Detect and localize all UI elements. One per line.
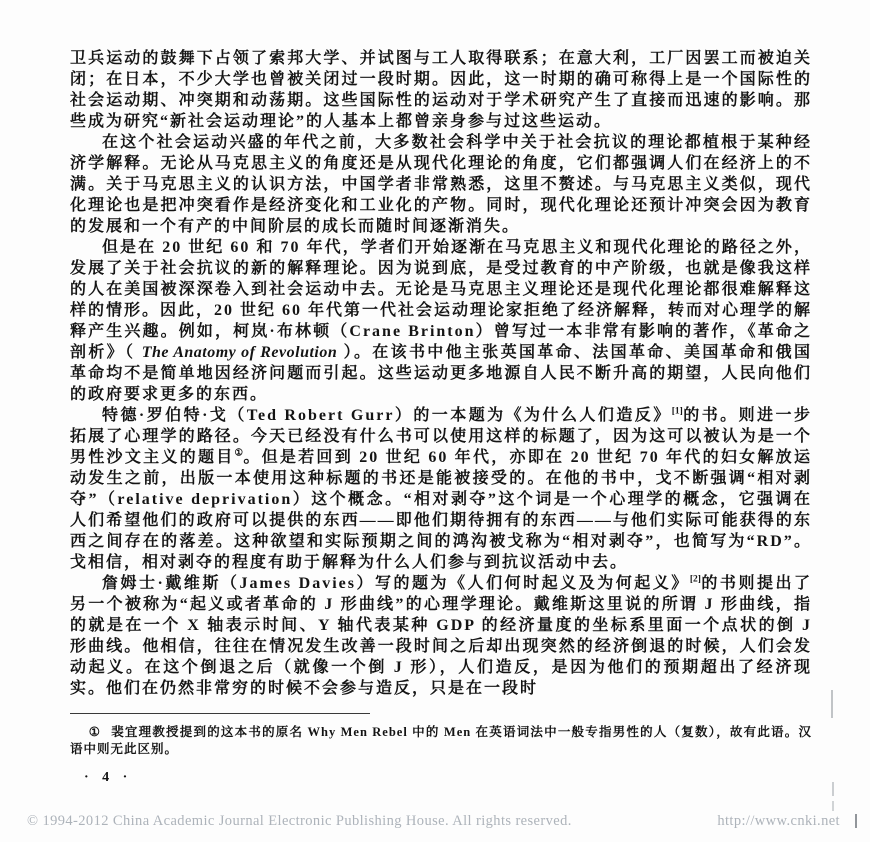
reference-superscript: ① (234, 448, 244, 459)
scan-artifact-mark (831, 690, 833, 718)
text-run: 的书则提出了另一个被称为“起义或者革命的 J 形曲线”的心理学理论。戴维斯这里说的所谓 J 形曲线，指的就是在一个 X 轴表示时间、Y 轴代表某种 GDP 的经济量度的坐标系里面一个点状的倒 J 形曲线。他相信，往往在情况发生改善一段时间之后却出现突然的经济倒退的时候，人们会发动起义。在这个倒退之后（就像一个倒 J 形），人们造反，是因为他们的预期超出了经济现实。他们在仍然非常穷的时候不会参与造反，只是在一段时 (70, 575, 812, 697)
body-paragraph (70, 48, 812, 132)
text-run: 在这个社会运动兴盛的年代之前，大多数社会科学中关于社会抗议的理论都植根于某种经济学解释。无论从马克思主义的角度还是从现代化理论的角度，它们都强调人们在经济上的不满。关于马克思主义的认识方法，中国学者非常熟悉，这里不赘述。与马克思主义类似，现代化理论也是把冲突看作是经济变化和工业化的产物。同时，现代化理论还预计冲突会因为教育的发展和一个有产的中间阶层的成长而随时间逐渐消失。 (70, 134, 812, 235)
body-paragraph (70, 573, 812, 699)
copyright-text: © 1994-2012 China Academic Journal Electronic Publishing House. All rights reserved. (27, 813, 572, 829)
text-run: 特德·罗伯特·戈（Ted Robert Gurr）的一本题为《为什么人们造反》 (102, 407, 672, 424)
body-paragraph (70, 237, 812, 405)
body-paragraph (70, 132, 812, 237)
scan-artifact-mark (855, 814, 857, 828)
reference-superscript: [1] (671, 406, 683, 417)
scan-artifact-mark (832, 801, 834, 811)
text-run: 詹姆士·戴维斯（James Davies）写的题为《人们何时起义及为何起义》 (102, 575, 690, 592)
footnote-separator (70, 713, 370, 714)
footnote (70, 724, 812, 758)
footer-bar (27, 813, 840, 830)
text-run: The Anatomy of Revolution (141, 344, 338, 361)
text-run: 但是在 20 世纪 60 和 70 年代，学者们开始逐渐在马克思主义和现代化理论的路径之外，发展了关于社会抗议的新的解释理论。因为说到底，是受过教育的中产阶级，也就是像我这样的人在美国被深深卷入到社会运动中去。无论是马克思主义理论还是现代化理论都很难解释这样的情形。因此，20 世纪 60 年代第一代社会运动理论家拒绝了经济解释，转而对心理学的解释产生兴趣。例如，柯岚·布林顿（Crane Brinton）曾写过一本非常有影响的著作，《革命之剖析》（ (70, 239, 813, 361)
body-paragraph (70, 405, 812, 573)
text-run: 卫兵运动的鼓舞下占领了索邦大学、并试图与工人取得联系；在意大利，工厂因罢工而被迫关闭；在日本，不少大学也曾被关闭过一段时期。因此，这一时期的确可称得上是一个国际性的社会运动期、冲突期和动荡期。这些国际性的运动对于学术研究产生了直接而迅速的影响。那些成为研究“新社会运动理论”的人基本上都曾亲身参与过这些运动。 (70, 50, 812, 130)
text-run: 的书。则进一步拓展了心理学的路径。今天已经没有什么书可以使用这样的标题了，因为这可以被认为是一个男性沙文主义的题目 (70, 407, 812, 466)
text-run: ）。在该书中他主张英国革命、法国革命、美国革命和俄国革命均不是简单地因经济问题而引起。这些运动更多地源自人民不断升高的期望，人民向他们的政府要求更多的东西。 (70, 344, 812, 403)
footer-url: http://www.cnki.net (717, 813, 840, 829)
footnote-text: 裴宜理教授提到的这本书的原名 Why Men Rebel 中的 Men 在英语词法中一般专指男性的人（复数），故有此语。汉语中则无此区别。 (70, 725, 812, 756)
paragraphs-container (70, 48, 812, 699)
scan-artifact-mark (832, 782, 834, 796)
page-number: · 4 · (84, 770, 133, 785)
text-block (70, 48, 812, 786)
text-run: 。但是若回到 20 世纪 60 年代，亦即在 20 世纪 70 年代的妇女解放运动发生之前，出版一本使用这种标题的书还是能被接受的。在他的书中，戈不断强调“相对剥夺”（relative deprivation）这个概念。“相对剥夺”这个词是一个心理学的概念，它强调在人们希望他们的政府可以提供的东西——即他们期待拥有的东西——与他们实际可能获得的东西之间存在的落差。这种欲望和实际预期之间的鸿沟被戈称为“相对剥夺”，也简写为“RD”。戈相信，相对剥夺的程度有助于解释为什么人们参与到抗议活动中去。 (70, 449, 812, 571)
footnote-marker: ① (88, 725, 102, 739)
reference-superscript: [2] (689, 574, 701, 585)
